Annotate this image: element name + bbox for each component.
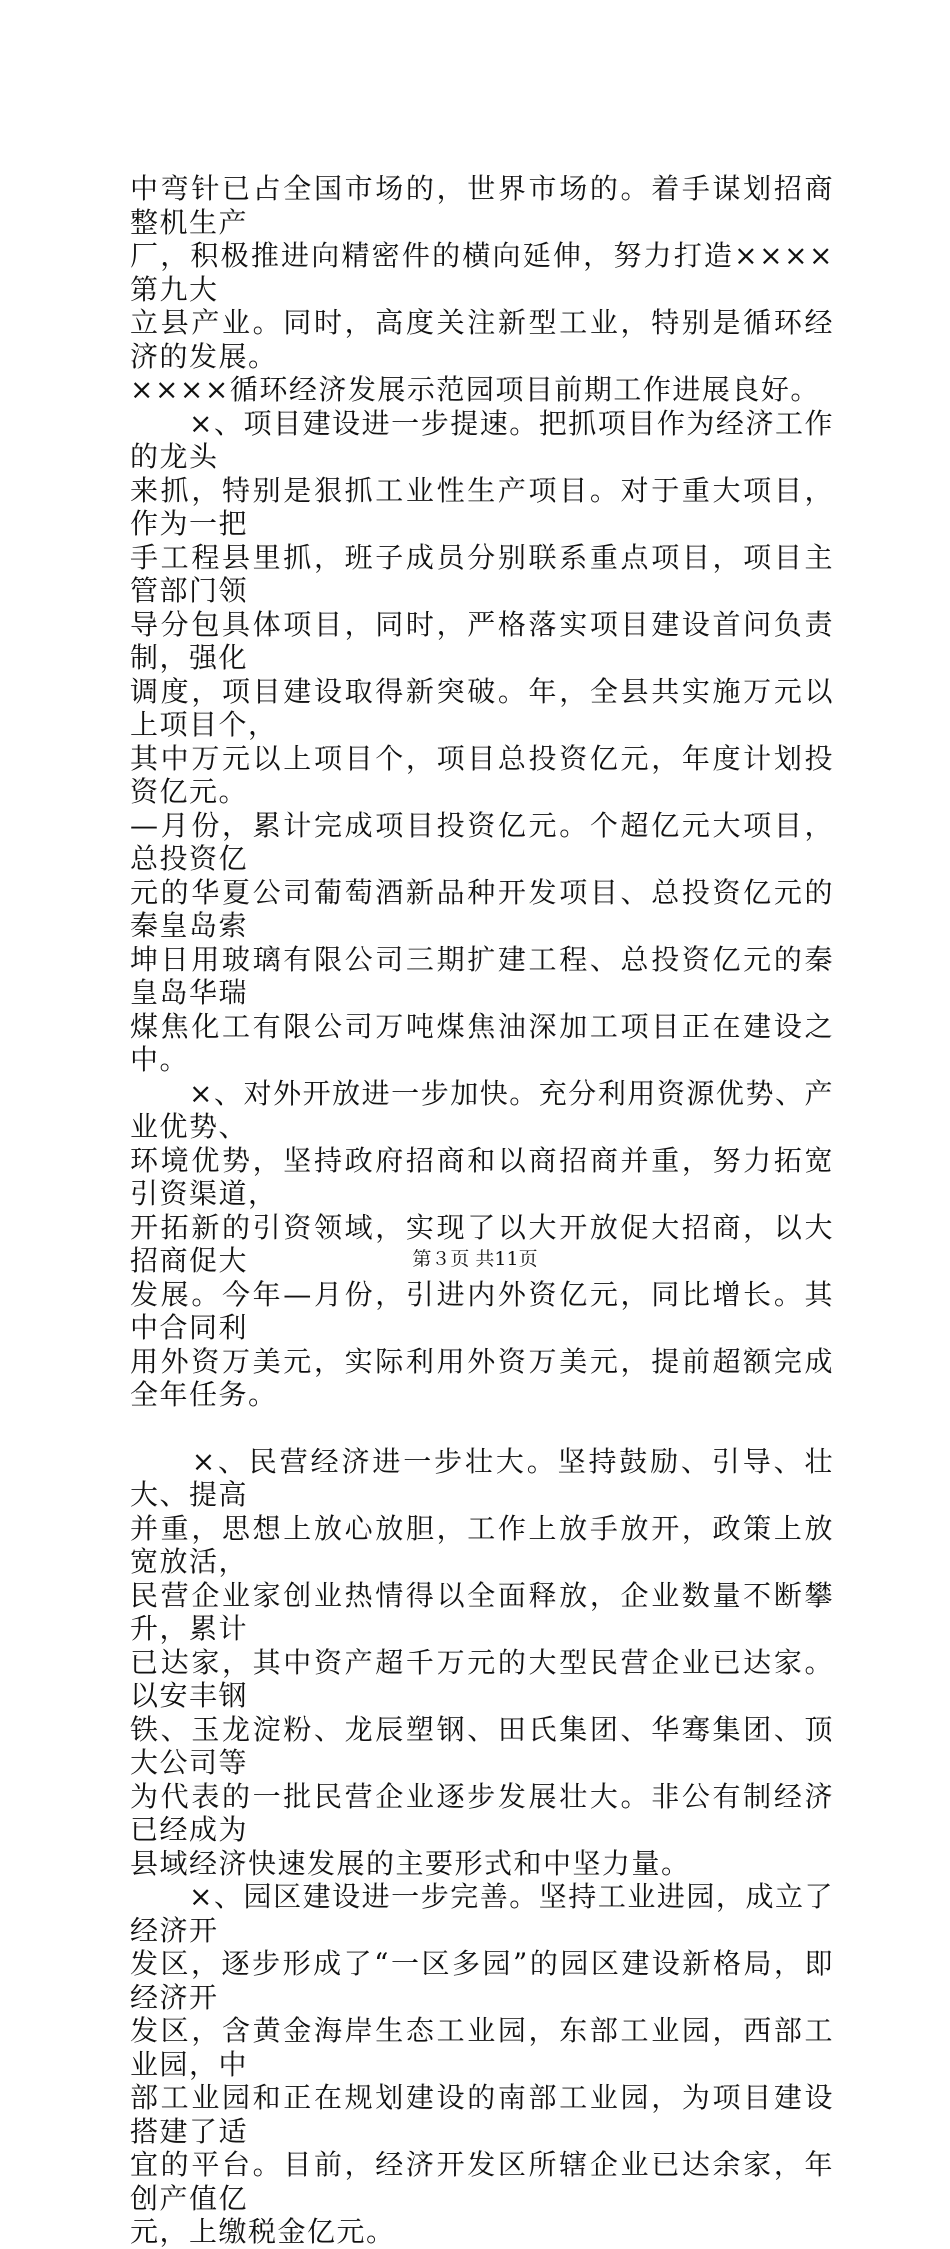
document-body [130, 172, 834, 2249]
paragraph-opening-up: ×、对外开放进一步加快。充分利用资源优势、产业优势、 环境优势，坚持政府招商和以商招商并重，努力拓宽引资渠道， 开拓新的引资领域，实现了以大开放促大招商，以大招商促大 发展。今年—月份，引进内外资亿元，同比增长。其中合同利 用外资万美元，实际利用外资万美元，提前超额完成全年任务。 [130, 1076, 834, 1411]
paragraph-industrial-park: ×、园区建设进一步完善。坚持工业进园，成立了经济开 发区，逐步形成了“一区多园”的园区建设新格局，即经济开 发区，含黄金海岸生态工业园，东部工业园，西部工业园，中 部工业园和正在规划建设的南部工业园，为项目建设搭建了适 宜的平台。目前，经济开发区所辖企业已达余家，年创产值亿 元，上缴税金亿元。 [130, 1880, 834, 2248]
paragraph-continuation: 中弯针已占全国市场的，世界市场的。着手谋划招商整机生产 厂，积极推进向精密件的横向延伸，努力打造××××第九大 立县产业。同时，高度关注新型工业，特别是循环经济的发展。 ××××循环经济发展示范园项目前期工作进展良好。 [130, 172, 834, 406]
paragraph-private-economy: ×、民营经济进一步壮大。坚持鼓励、引导、壮大、提高 并重，思想上放心放胆，工作上放手放开，政策上放宽放活， 民营企业家创业热情得以全面释放，企业数量不断攀升，累计 已达家，其中资产超千万元的大型民营企业已达家。以安丰钢 铁、玉龙淀粉、龙辰塑钢、田氏集团、华骞集团、顶大公司等 为代表的一批民营企业逐步发展壮大。非公有制经济已经成为 县域经济快速发展的主要形式和中坚力量。 [130, 1444, 834, 1880]
paragraph-project-construction: ×、项目建设进一步提速。把抓项目作为经济工作的龙头 来抓，特别是狠抓工业性生产项目。对于重大项目，作为一把 手工程县里抓，班子成员分别联系重点项目，项目主管部门领 导分包具体项目，同时，严格落实项目建设首问负责制，强化 调度，项目建设取得新突破。年，全县共实施万元以上项目个， 其中万元以上项目个，项目总投资亿元，年度计划投资亿元。 —月份，累计完成项目投资亿元。个超亿元大项目，总投资亿 元的华夏公司葡萄酒新品种开发项目、总投资亿元的秦皇岛索 坤日用玻璃有限公司三期扩建工程、总投资亿元的秦皇岛华瑞 煤焦化工有限公司万吨煤焦油深加工项目正在建设之中。 [130, 406, 834, 1076]
page-number-footer: 第３页 共11页 [412, 1248, 538, 1270]
